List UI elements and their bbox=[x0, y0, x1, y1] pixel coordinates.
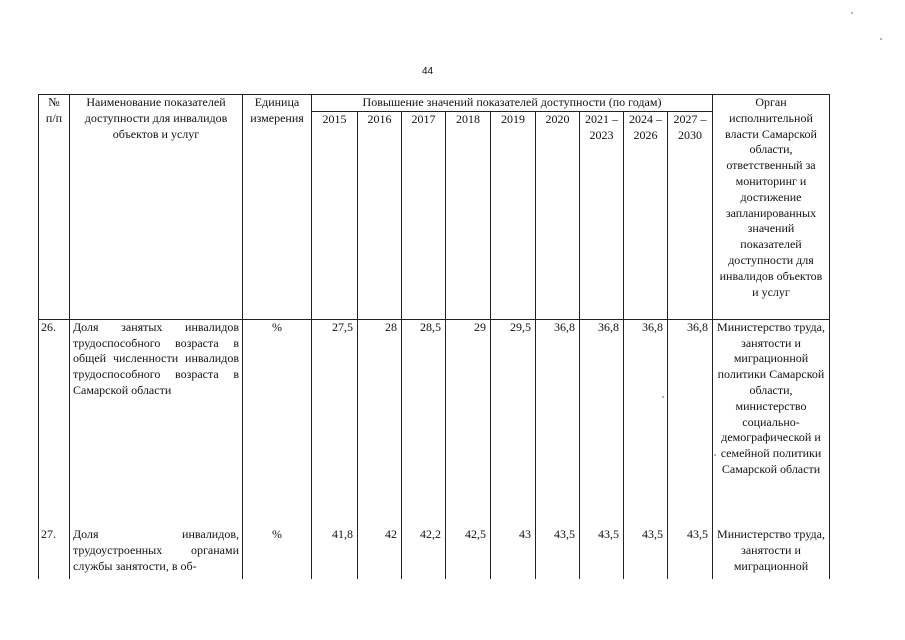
unit-cell: % bbox=[243, 527, 312, 579]
header-col-indicator-name: Наименование показателей доступности для инвалидов объектов и услуг bbox=[70, 95, 243, 320]
page-number: 44 bbox=[421, 66, 434, 77]
header-year: 2018 bbox=[446, 111, 491, 319]
value-cell: 36,8 bbox=[668, 319, 713, 527]
indicator-name: Доля инвалидов, трудоустроенных органами службы занятости, в об- bbox=[70, 527, 243, 579]
value-cell: 43,5 bbox=[580, 527, 624, 579]
header-year: 2015 bbox=[312, 111, 358, 319]
value-cell: 42,5 bbox=[446, 527, 491, 579]
scan-speck bbox=[662, 396, 664, 398]
value-cell: 28,5 bbox=[402, 319, 446, 527]
value-cell: 28 bbox=[358, 319, 402, 527]
responsible-body: Министерство труда, занятости и миграционной bbox=[713, 527, 830, 579]
table-row bbox=[39, 527, 830, 579]
unit-cell: % bbox=[243, 319, 312, 527]
value-cell: 29,5 bbox=[491, 319, 536, 527]
value-cell: 41,8 bbox=[312, 527, 358, 579]
header-year: 2016 bbox=[358, 111, 402, 319]
scan-speck bbox=[714, 454, 716, 456]
header-col-unit: Единица измерения bbox=[243, 95, 312, 320]
value-cell: 43,5 bbox=[668, 527, 713, 579]
row-number: 26. bbox=[39, 319, 70, 527]
scan-speck bbox=[851, 12, 853, 14]
header-col-number: № п/п bbox=[39, 95, 70, 320]
value-cell: 36,8 bbox=[536, 319, 580, 527]
value-cell: 42,2 bbox=[402, 527, 446, 579]
accessibility-indicators-table bbox=[38, 94, 830, 579]
value-cell: 29 bbox=[446, 319, 491, 527]
header-row-top bbox=[39, 95, 830, 112]
header-years-group: Повышение значений показателей доступности (по годам) bbox=[312, 95, 713, 112]
header-year: 2027 – 2030 bbox=[668, 111, 713, 319]
header-year: 2019 bbox=[491, 111, 536, 319]
value-cell: 27,5 bbox=[312, 319, 358, 527]
header-year: 2020 bbox=[536, 111, 580, 319]
value-cell: 36,8 bbox=[624, 319, 668, 527]
responsible-body: Министерство труда, занятости и миграционной политики Самарской области, министерство социально-демографической и семейной политики Самарской области bbox=[713, 319, 830, 527]
header-year: 2024 – 2026 bbox=[624, 111, 668, 319]
value-cell: 43,5 bbox=[536, 527, 580, 579]
value-cell: 43,5 bbox=[624, 527, 668, 579]
row-number: 27. bbox=[39, 527, 70, 579]
header-year: 2021 – 2023 bbox=[580, 111, 624, 319]
value-cell: 43 bbox=[491, 527, 536, 579]
value-cell: 42 bbox=[358, 527, 402, 579]
header-col-responsible-body: Орган исполнительной власти Самарской области, ответственный за мониторинг и достижение запланированных значений показателей доступности для инвалидов объектов и услуг bbox=[713, 95, 830, 320]
header-year: 2017 bbox=[402, 111, 446, 319]
table-row bbox=[39, 319, 830, 527]
value-cell: 36,8 bbox=[580, 319, 624, 527]
indicator-name: Доля занятых инвалидов трудоспособного возраста в общей численности инвалидов трудоспособного возраста в Самарской области bbox=[70, 319, 243, 527]
scan-speck bbox=[880, 38, 882, 40]
